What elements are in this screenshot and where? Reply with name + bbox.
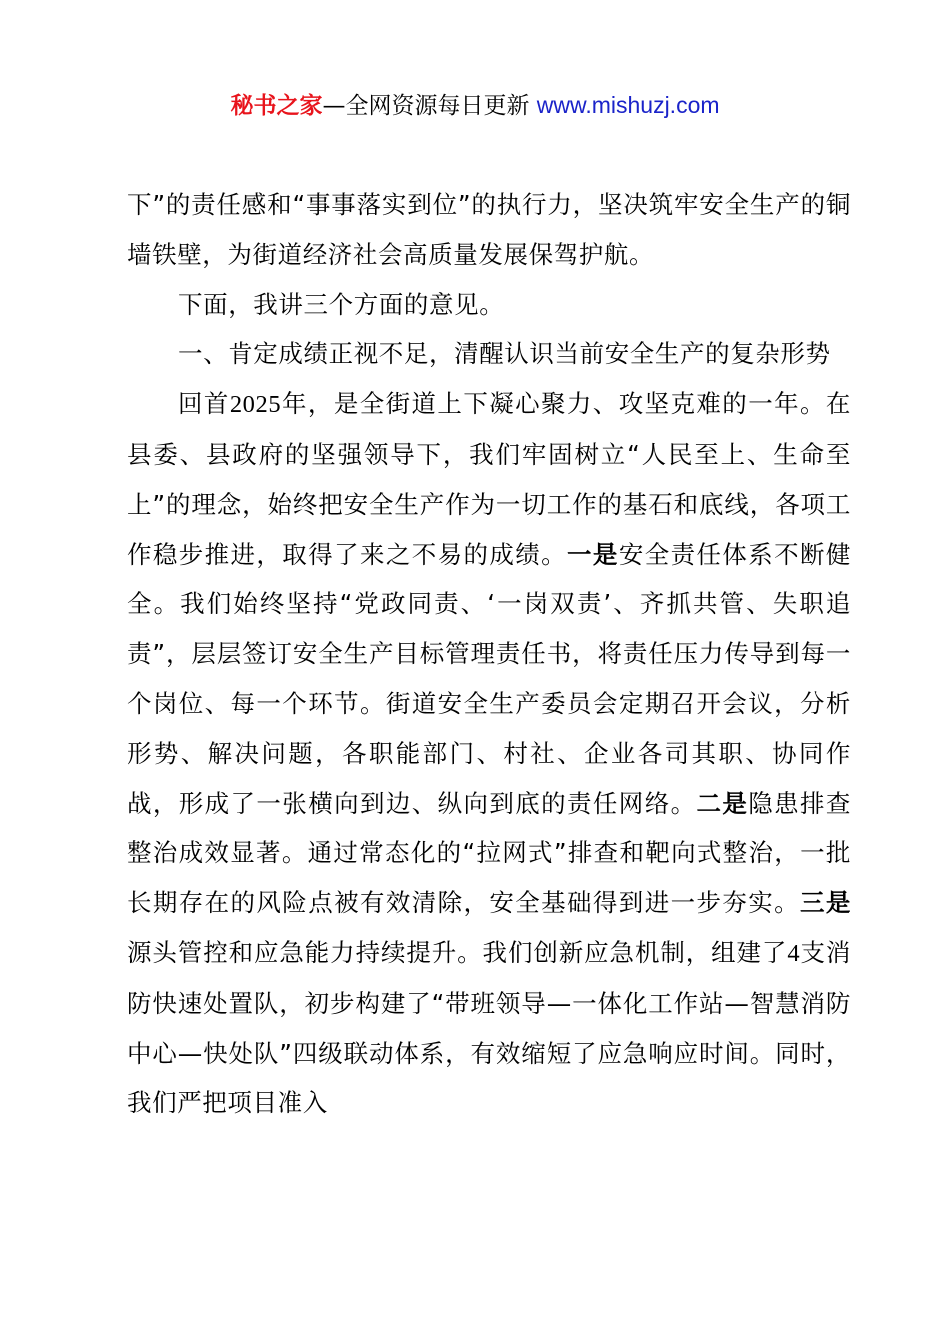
header-tagline: 全网资源每日更新 xyxy=(345,93,537,119)
bold-marker-first: 一是 xyxy=(567,539,619,569)
text-run: 源头管控和应急能力持续提升。我们创新应急机制，组建了 xyxy=(127,937,788,967)
document-body xyxy=(127,180,851,1128)
paragraph-continuation: 下”的责任感和“事事落实到位”的执行力，坚决筑牢安全生产的铜墙铁壁，为街道经济社会高质量发展保驾护航。 xyxy=(127,190,851,269)
paragraph-achievements xyxy=(127,379,851,1128)
team-count-number: 4 xyxy=(787,939,801,967)
text-run: 隐患排查整治成效显著。通过常态化的“拉网式”排查和靶向式整治，一批长期存在的风险点被有效清除，安全基础得到进一步夯实。 xyxy=(127,788,852,918)
bold-marker-third: 三是 xyxy=(800,888,851,918)
year-number: 2025 xyxy=(229,391,282,419)
text-run: 回首 xyxy=(178,389,230,419)
site-brand: 秘书之家 xyxy=(230,93,323,119)
bold-marker-second: 二是 xyxy=(696,788,749,818)
paragraph-intro: 下面，我讲三个方面的意见。 xyxy=(178,289,505,319)
site-url-link[interactable]: www.mishuzj.com xyxy=(536,92,720,118)
header-separator: — xyxy=(322,93,346,119)
text-run: 安全责任体系不断健全。我们始终坚持“党政同责、‘一岗双责’、齐抓共管、失职追责”，层层签订安全生产目标管理责任书，将责任压力传导到每一个岗位、每一个环节。街道安全生产委员会定期召开会议，分析形势、解决问题，各职能部门、村社、企业各司其职、协同作战，形成了一张横向到边、纵向到底的责任网络。 xyxy=(127,539,852,818)
section-heading-1: 一、肯定成绩正视不足，清醒认识当前安全生产的复杂形势 xyxy=(178,339,831,369)
text-run: 支消防快速处置队，初步构建了“带班领导—一体化工作站—智慧消防中心—快处队”四级联动体系，有效缩短了应急响应时间。同时，我们严把项目准入 xyxy=(127,937,851,1118)
watermark-header xyxy=(0,88,950,123)
text-run: 年，是全街道上下凝心聚力、攻坚克难的一年。在县委、县政府的坚强领导下，我们牢固树立“人民至上、生命至上”的理念，始终把安全生产作为一切工作的基石和底线，各项工作稳步推进，取得了来之不易的成绩。 xyxy=(127,389,852,569)
